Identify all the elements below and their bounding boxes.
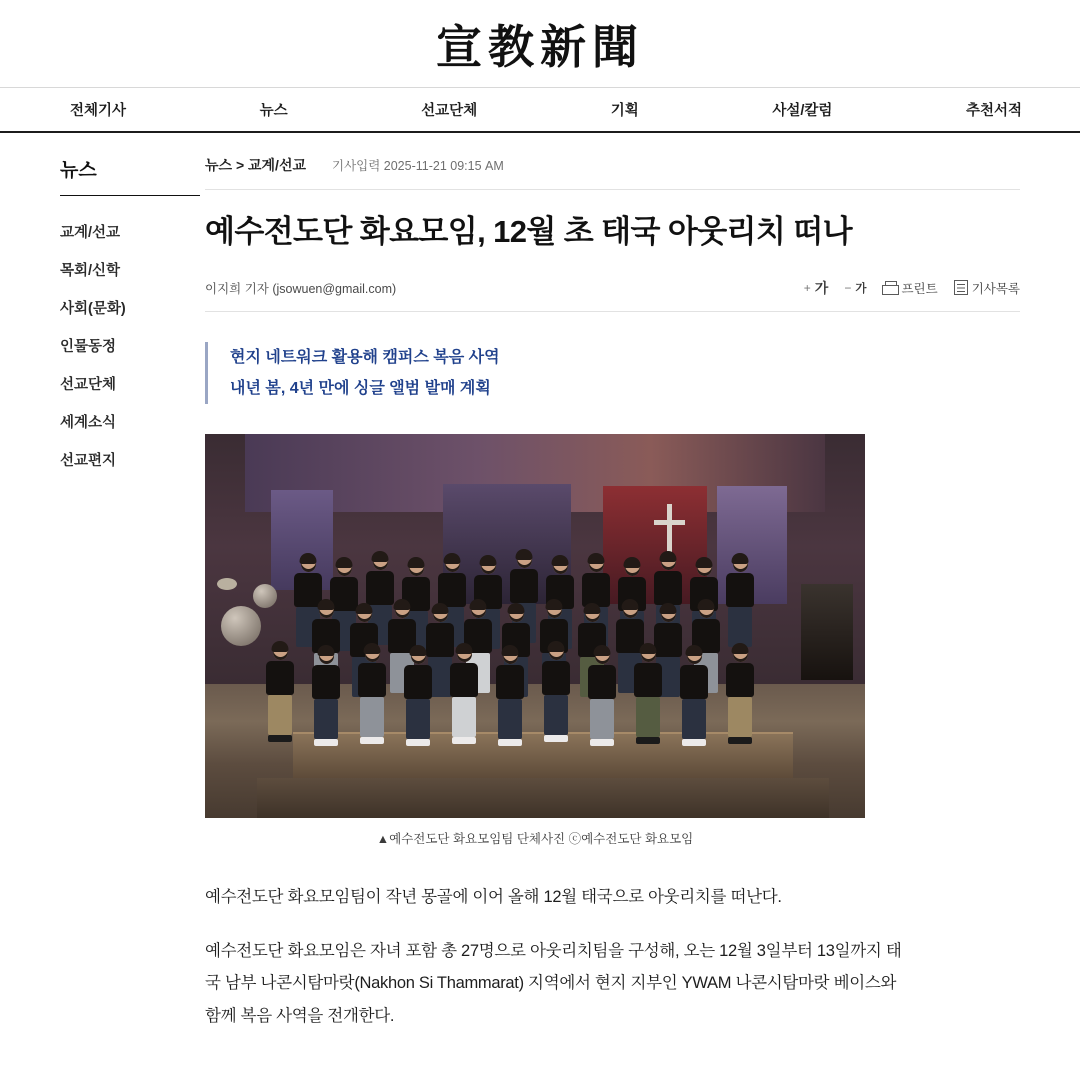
- article-figure: [205, 434, 1020, 847]
- article-photo: [205, 434, 865, 818]
- article-body: [205, 881, 1020, 1032]
- font-decrease-button[interactable]: [844, 280, 866, 296]
- primary-navigation: [0, 88, 1080, 133]
- plus-icon: +: [803, 280, 811, 295]
- byline: 이지희 기자 (jsowuen@gmail.com): [205, 281, 397, 296]
- subhead-block: [205, 342, 1020, 404]
- sidebar-item-mission-letters[interactable]: 선교편지: [60, 452, 117, 469]
- article-list-button[interactable]: [954, 279, 1020, 297]
- nav-item-all-articles[interactable]: 전체기사: [70, 103, 127, 119]
- article-list-label: 기사목록: [971, 281, 1020, 296]
- article-content: [145, 155, 1080, 1054]
- byline-row: [205, 278, 1020, 312]
- sidebar-item-world-news[interactable]: 세계소식: [60, 414, 117, 431]
- sidebar-item-society-culture[interactable]: 사회(문화): [60, 300, 126, 317]
- breadcrumb[interactable]: 뉴스 > 교계/선교: [205, 157, 306, 173]
- subhead-2: 내년 봄, 4년 만에 싱글 앨범 발매 계획: [230, 379, 491, 397]
- breadcrumb-row: [205, 155, 1020, 190]
- nav-item-editorial-column[interactable]: 사설/칼럼: [772, 103, 833, 119]
- sidebar: [0, 155, 145, 1054]
- sidebar-item-ministry-theology[interactable]: 목회/신학: [60, 262, 121, 279]
- list-icon: [954, 280, 968, 295]
- sidebar-item-people[interactable]: 인물동정: [60, 338, 117, 355]
- nav-item-recommended-books[interactable]: 추천서적: [965, 103, 1022, 119]
- article-tools: [804, 278, 1020, 298]
- photo-caption: ▲예수전도단 화요모임팀 단체사진 ⓒ예수전도단 화요모임: [376, 832, 694, 847]
- sidebar-list: [60, 212, 145, 478]
- nav-item-news[interactable]: 뉴스: [259, 103, 288, 119]
- font-decrease-label: 가: [855, 282, 867, 295]
- sidebar-item-church-mission[interactable]: 교계/선교: [60, 224, 121, 241]
- paragraph-2: 예수전도단 화요모임은 자녀 포함 총 27명으로 아웃리치팀을 구성해, 오는 12월 3일부터 13일까지 태국 남부 나콘시탐마랏(Nakhon Si Thammarat) 지역에서 현지 지부인 YWAM 나콘시탐마랏 베이스와 함께 복음 사역을 전개한다.: [205, 942, 902, 1025]
- page-title: 예수전도단 화요모임, 12월 초 태국 아웃리치 떠나: [205, 214, 852, 249]
- print-button[interactable]: [882, 279, 937, 297]
- font-increase-label: 가: [814, 279, 829, 296]
- posted-timestamp: 기사입력 2025-11-21 09:15 AM: [332, 159, 504, 173]
- site-logo[interactable]: 宣教新聞: [436, 19, 644, 74]
- font-increase-button[interactable]: [804, 278, 829, 298]
- minus-icon: −: [844, 280, 852, 295]
- subhead-1: 현지 네트워크 활용해 캠퍼스 복음 사역: [230, 348, 500, 366]
- printer-icon: [882, 281, 897, 295]
- sidebar-title: 뉴스: [60, 155, 200, 196]
- sidebar-item-mission-orgs[interactable]: 선교단체: [60, 376, 117, 393]
- masthead: [0, 0, 1080, 88]
- nav-item-features[interactable]: 기획: [610, 103, 639, 119]
- nav-item-mission-orgs[interactable]: 선교단체: [421, 103, 478, 119]
- body-wrapper: [0, 133, 1080, 1054]
- paragraph-1: 예수전도단 화요모임팀이 작년 몽골에 이어 올해 12월 태국으로 아웃리치를 떠난다.: [205, 888, 782, 907]
- print-label: 프린트: [901, 281, 938, 296]
